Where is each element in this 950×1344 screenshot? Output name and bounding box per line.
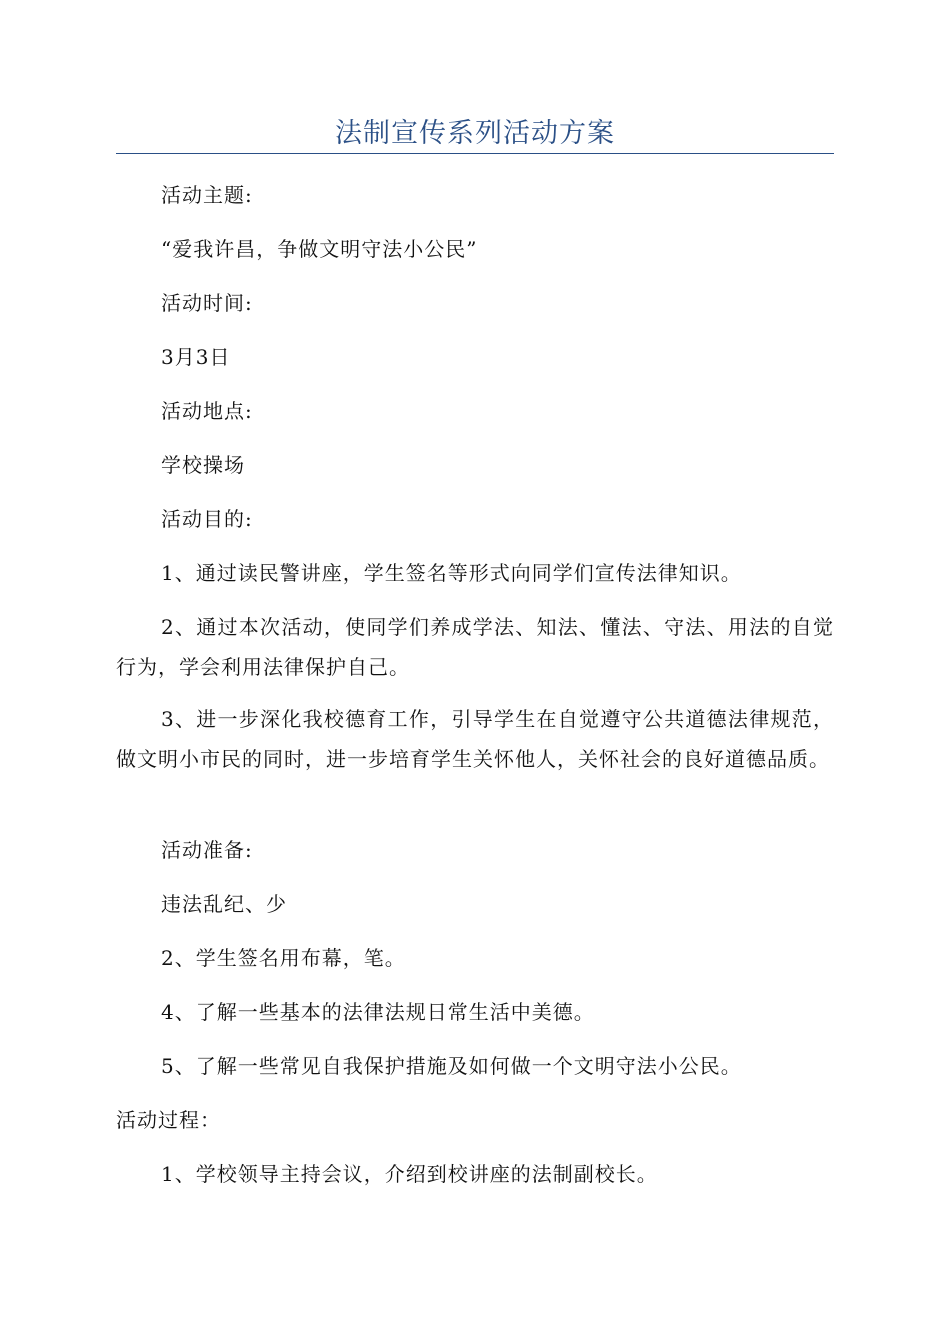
theme-text: “爱我许昌，争做文明守法小公民” [161, 237, 478, 261]
heading-preparation: 活动准备: [161, 838, 253, 862]
purpose-item-3: 3、进一步深化我校德育工作，引导学生在自觉遵守公共道德法律规范，做文明小市民的同时，进一步培育学生关怀他人，关怀社会的良好道德品质。 [116, 707, 834, 771]
process-item-1: 1、学校领导主持会议，介绍到校讲座的法制副校长。 [161, 1162, 658, 1186]
heading-location: 活动地点: [161, 399, 253, 423]
location-text: 学校操场 [161, 453, 245, 477]
heading-time: 活动时间: [161, 291, 253, 315]
heading-process: 活动过程： [116, 1108, 221, 1132]
heading-theme: 活动主题: [161, 183, 253, 207]
purpose-item-2: 2、通过本次活动，使同学们养成学法、知法、懂法、守法、用法的自觉行为，学会利用法律保护自己。 [116, 615, 834, 679]
time-text: 3月3日 [161, 345, 231, 369]
document-title: 法制宣传系列活动方案 [335, 118, 615, 149]
purpose-item-1: 1、通过读民警讲座，学生签名等形式向同学们宣传法律知识。 [161, 561, 742, 585]
preparation-item-2: 2、学生签名用布幕，笔。 [161, 946, 406, 970]
title-underline [116, 153, 834, 154]
preparation-item-4: 4、了解一些基本的法律法规日常生活中美德。 [161, 1000, 595, 1024]
preparation-item-5: 5、了解一些常见自我保护措施及如何做一个文明守法小公民。 [161, 1054, 742, 1078]
heading-purpose: 活动目的: [161, 507, 253, 531]
preparation-item-a: 违法乱纪、少 [161, 892, 287, 916]
